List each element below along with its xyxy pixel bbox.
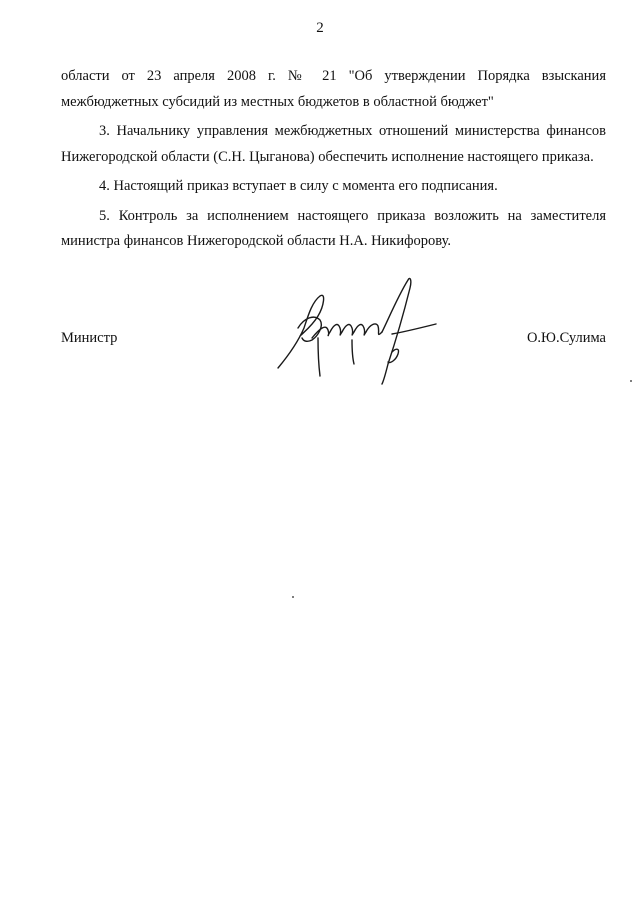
- paragraph-continuation: области от 23 апреля 2008 г. № 21 "Об утверждении Порядка взыскания межбюджетных субсидий из местных бюджетов в областной бюджет": [61, 68, 606, 110]
- paragraph-item-5: 5. Контроль за исполнением настоящего приказа возложить на заместителя министра финансов Нижегородской области Н.А. Никифорову.: [61, 207, 606, 249]
- signatory-name: О.Ю.Сулима: [526, 330, 606, 346]
- signatory-title: Министр: [61, 330, 118, 346]
- scan-speck: [292, 596, 294, 598]
- scan-speck: [630, 380, 632, 382]
- page-number: 2: [316, 20, 324, 36]
- paragraph-item-3: 3. Начальнику управления межбюджетных отношений министерства финансов Нижегородской области (С.Н. Цыганова) обеспечить исполнение настоящего приказа.: [61, 123, 606, 165]
- document-body: [61, 64, 606, 259]
- paragraph-item-4: 4. Настоящий приказ вступает в силу с момента его подписания.: [99, 178, 498, 194]
- handwritten-signature: [268, 276, 438, 386]
